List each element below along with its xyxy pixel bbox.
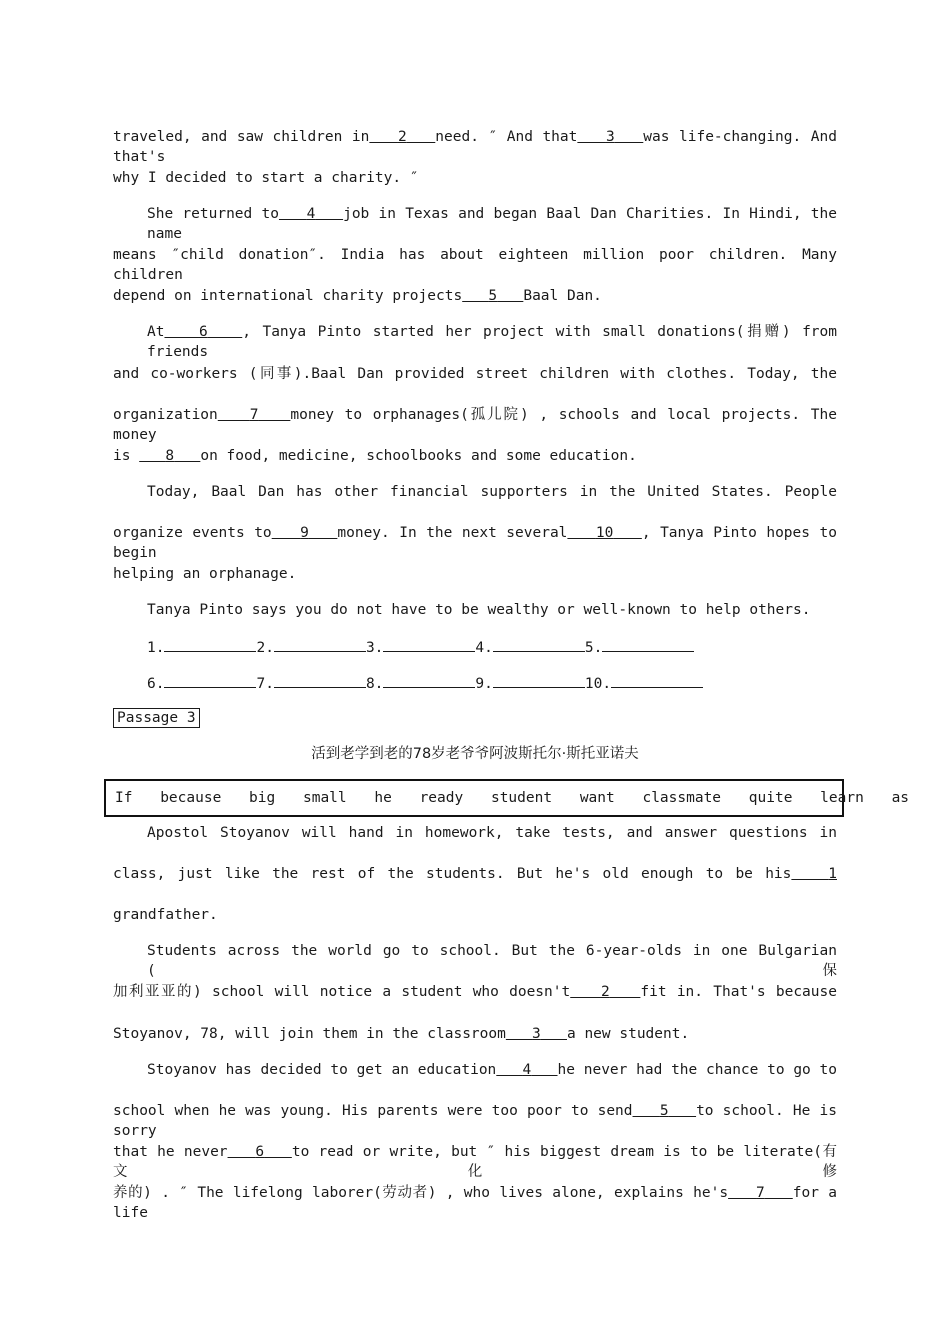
blank-p3-6: 6: [255, 1144, 265, 1160]
text-line: Today, Baal Dan has other financial supporters in the United States. People: [147, 484, 837, 500]
word-bank-item: because: [160, 790, 222, 806]
blank-p3-3: 3: [532, 1026, 541, 1042]
text-line: She returned to 4 job in Texas and began Baal Dan Charities. In Hindi, the name: [147, 206, 837, 242]
blank-8: 8: [165, 448, 175, 464]
text-line: grandfather.: [113, 907, 218, 923]
blank-p3-4: 4: [522, 1062, 532, 1078]
text-line: Apostol Stoyanov will hand in homework, take tests, and answer questions in: [147, 825, 837, 841]
blank-p3-1: 1: [828, 866, 837, 882]
text-line: that he never 6 to read or write, but ″ his biggest dream is to be literate(有文化修: [113, 1144, 837, 1180]
blank-9: 9: [300, 525, 309, 541]
answer-slot[interactable]: [274, 636, 366, 652]
blank-5: 5: [488, 288, 498, 304]
text-line: and co-workers (同事).Baal Dan provided street children with clothes. Today, the: [113, 366, 837, 382]
blank-4: 4: [306, 206, 316, 222]
text-line: class, just like the rest of the students. But he's old enough to be his 1: [113, 866, 837, 882]
text-line: why I decided to start a charity. ″: [113, 170, 419, 186]
word-bank-item: quite: [748, 790, 793, 806]
answer-slot[interactable]: [493, 672, 585, 688]
word-bank-item: want: [579, 790, 615, 806]
text-line: is 8 on food, medicine, schoolbooks and some education.: [113, 448, 637, 464]
text-line: organize events to 9 money. In the next several 10 , Tanya Pinto hopes to begin: [113, 525, 837, 561]
text-line: 加利亚亚的) school will notice a student who doesn't 2 fit in. That's because: [113, 984, 837, 1000]
blank-2: 2: [397, 129, 407, 145]
blank-6: 6: [198, 324, 208, 340]
text-line: At 6 , Tanya Pinto started her project with small donations(捐赠) from friends: [147, 324, 837, 360]
answer-slot[interactable]: [164, 672, 256, 688]
word-bank-item: student: [490, 790, 553, 806]
text-line: Stoyanov has decided to get an education 4 he never had the chance to go to: [147, 1062, 837, 1078]
word-bank: [104, 779, 910, 817]
word-bank-item: as: [891, 790, 910, 806]
answer-row-2: 6. 7. 8. 9. 10.: [147, 672, 703, 694]
word-bank-item: classmate: [642, 790, 722, 806]
passage-title: 活到老学到老的78岁老爷爷阿波斯托尔·斯托亚诺夫: [311, 746, 639, 762]
text-line: school when he was young. His parents were too poor to send 5 to school. He is sorry: [113, 1103, 837, 1139]
text-line: organization 7 money to orphanages(孤儿院) , schools and local projects. The money: [113, 407, 837, 443]
blank-p3-5: 5: [659, 1103, 669, 1119]
word-bank-item: ready: [419, 790, 464, 806]
text-line: helping an orphanage.: [113, 566, 297, 582]
answer-slot[interactable]: [611, 672, 703, 688]
answer-slot[interactable]: [274, 672, 366, 688]
answer-slot[interactable]: [602, 636, 694, 652]
passage-label: Passage 3: [113, 708, 200, 728]
blank-3: 3: [605, 129, 615, 145]
answer-row-1: 1. 2. 3. 4. 5.: [147, 636, 694, 658]
text-line: means ″child donation″. India has about eighteen million poor children. Many children: [113, 247, 837, 283]
text-line: Stoyanov, 78, will join them in the classroom 3 a new student.: [113, 1026, 690, 1042]
blank-7: 7: [249, 407, 259, 423]
word-bank-item: If: [115, 790, 133, 806]
word-bank-item: learn: [820, 790, 864, 806]
text-line: traveled, and saw children in 2 need. ″ And that 3 was life-changing. And that's: [113, 129, 837, 165]
text-line: Tanya Pinto says you do not have to be wealthy or well-known to help others.: [147, 602, 811, 618]
blank-10: 10: [595, 525, 614, 541]
answer-slot[interactable]: [383, 636, 475, 652]
word-bank-item: he: [374, 790, 392, 806]
word-bank-item: big: [249, 790, 276, 806]
answer-slot[interactable]: [383, 672, 475, 688]
answer-slot[interactable]: [164, 636, 256, 652]
blank-p3-7: 7: [756, 1185, 765, 1201]
text-line: depend on international charity projects 5 Baal Dan.: [113, 288, 602, 304]
text-line: 养的) . ″ The lifelong laborer(劳动者) , who lives alone, explains he's 7 for a life: [113, 1185, 837, 1221]
answer-slot[interactable]: [493, 636, 585, 652]
blank-p3-2: 2: [600, 984, 610, 1000]
word-bank-item: small: [302, 790, 347, 806]
text-line: Students across the world go to school. But the 6-year-olds in one Bulgarian (保: [147, 943, 837, 979]
